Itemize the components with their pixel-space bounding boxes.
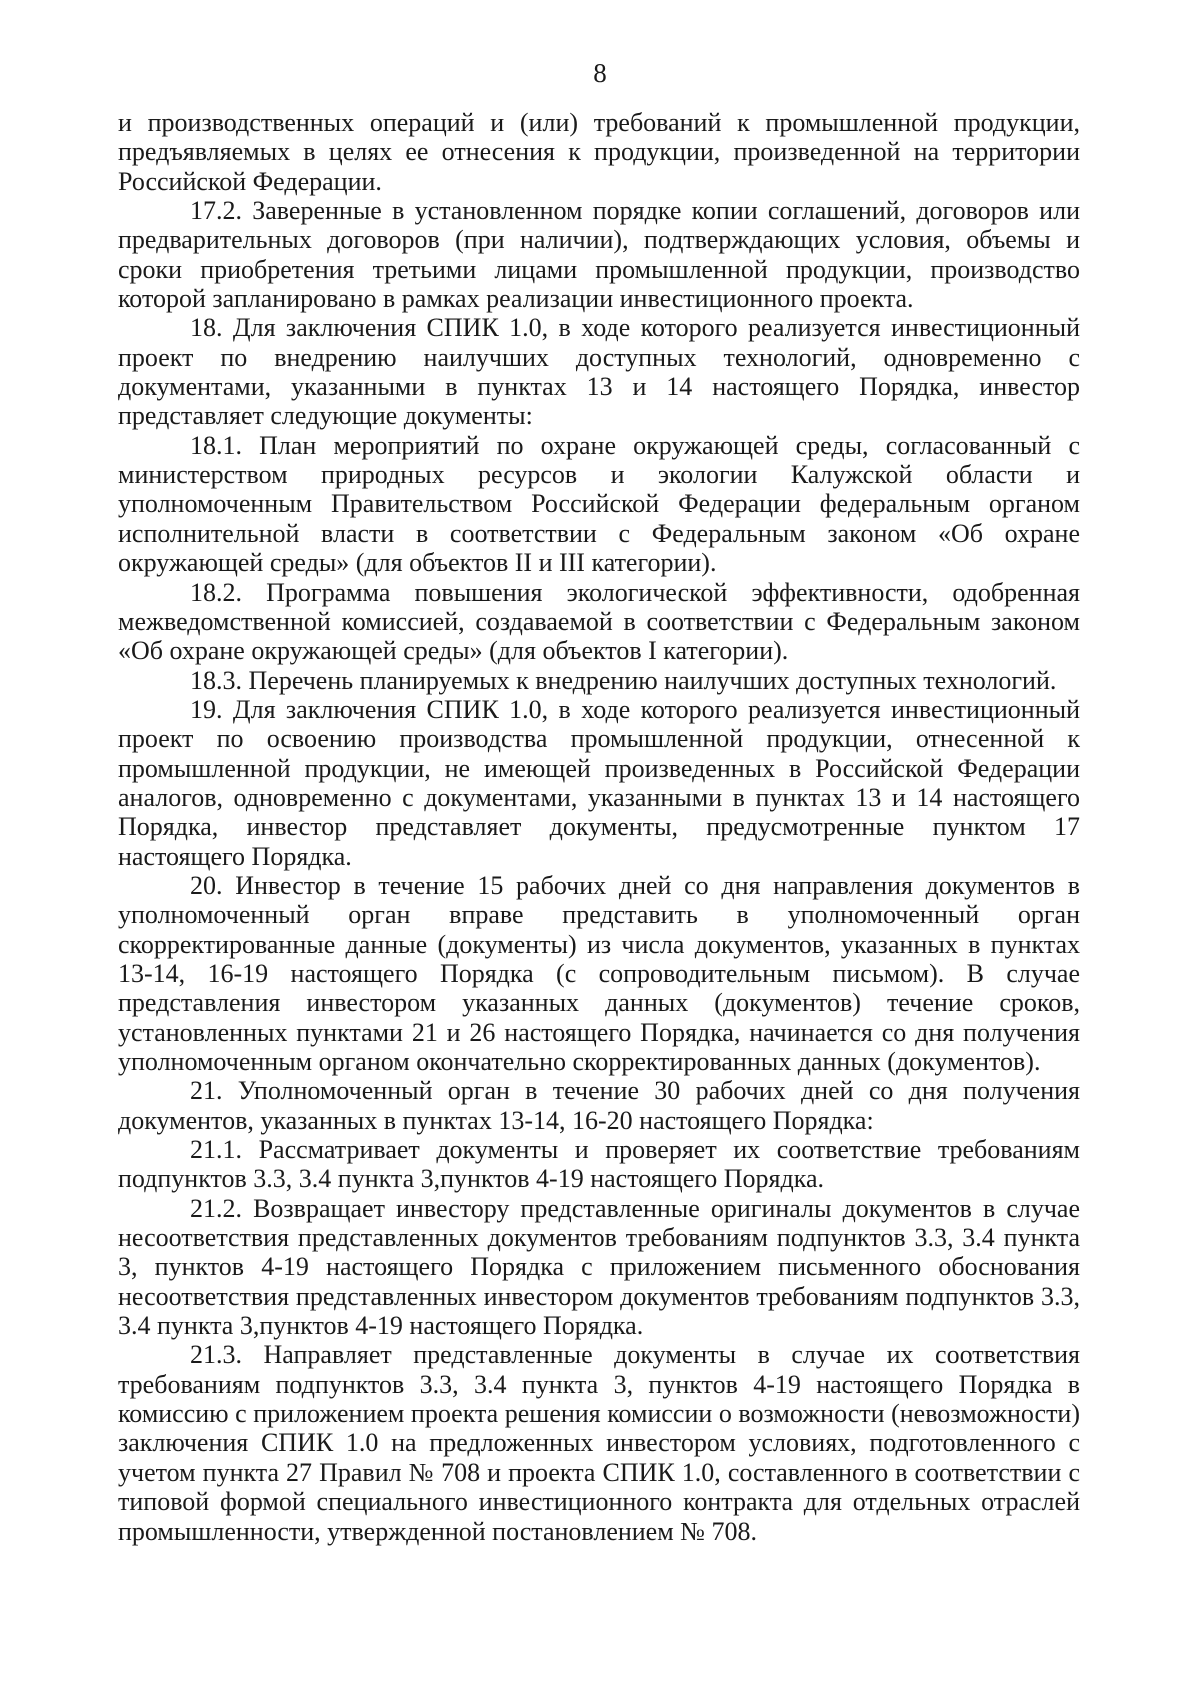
document-body [118, 108, 1080, 1546]
paragraph-20: 20. Инвестор в течение 15 рабочих дней со дня направления документов в уполномоченный орган вправе представить в уполномоченный орган скорректированные данные (документы) из числа документов, указанных в пунктах 13-14, 16-19 настоящего Порядка (с сопроводительным письмом). В случае представления инвестором указанных данных (документов) течение сроков, установленных пунктами 21 и 26 настоящего Порядка, начинается со дня получения уполномоченным органом окончательно скорректированных данных (документов). [118, 870, 1080, 1076]
paragraph-18: 18. Для заключения СПИК 1.0, в ходе которого реализуется инвестиционный проект по внедрению наилучших доступных технологий, одновременно с документами, указанными в пунктах 13 и 14 настоящего Порядка, инвестор представляет следующие документы: [118, 313, 1080, 431]
paragraph-19: 19. Для заключения СПИК 1.0, в ходе которого реализуется инвестиционный проект по освоению производства промышленной продукции, отнесенной к промышленной продукции, не имеющей произведенных в Российской Федерации аналогов, одновременно с документами, указанными в пунктах 13 и 14 настоящего Порядка, инвестор представляет документы, предусмотренные пунктом 17 настоящего Порядка. [118, 694, 1080, 871]
paragraph-17-2: 17.2. Заверенные в установленном порядке копии соглашений, договоров или предварительных договоров (при наличии), подтверждающих условия, объемы и сроки приобретения третьими лицами промышленной продукции, производство которой запланировано в рамках реализации инвестиционного проекта. [118, 196, 1080, 314]
page-number: 8 [593, 58, 607, 88]
paragraph-21: 21. Уполномоченный орган в течение 30 рабочих дней со дня получения документов, указанных в пунктах 13-14, 16-20 настоящего Порядка: [118, 1076, 1080, 1135]
paragraph-21-3: 21.3. Направляет представленные документы в случае их соответствия требованиям подпунктов 3.3, 3.4 пункта 3, пунктов 4-19 настоящего Порядка в комиссию с приложением проекта решения комиссии о возможности (невозможности) заключения СПИК 1.0 на предложенных инвестором условиях, подготовленного с учетом пункта 27 Правил № 708 и проекта СПИК 1.0, составленного в соответствии с типовой формой специального инвестиционного контракта для отдельных отраслей промышленности, утвержденной постановлением № 708. [118, 1340, 1080, 1546]
paragraph-18-1: 18.1. План мероприятий по охране окружающей среды, согласованный с министерством природных ресурсов и экологии Калужской области и уполномоченным Правительством Российской Федерации федеральным органом исполнительной власти в соответствии с Федеральным законом «Об охране окружающей среды» (для объектов II и III категории). [118, 430, 1080, 578]
paragraph-continuation: и производственных операций и (или) требований к промышленной продукции, предъявляемых в целях ее отнесения к продукции, произведенной на территории Российской Федерации. [118, 108, 1080, 196]
paragraph-21-1: 21.1. Рассматривает документы и проверяет их соответствие требованиям подпунктов 3.3, 3.4 пункта 3,пунктов 4-19 настоящего Порядка. [118, 1135, 1080, 1194]
paragraph-18-2: 18.2. Программа повышения экологической эффективности, одобренная межведомственной комиссией, создаваемой в соответствии с Федеральным законом «Об охране окружающей среды» (для объектов I категории). [118, 577, 1080, 666]
paragraph-18-3: 18.3. Перечень планируемых к внедрению наилучших доступных технологий. [190, 665, 1057, 695]
paragraph-21-2: 21.2. Возвращает инвестору представленные оригиналы документов в случае несоответствия представленных документов требованиям подпунктов 3.3, 3.4 пункта 3, пунктов 4-19 настоящего Порядка с приложением письменного обоснования несоответствия представленных инвестором документов требованиям подпунктов 3.3, 3.4 пункта 3,пунктов 4-19 настоящего Порядка. [118, 1193, 1080, 1341]
